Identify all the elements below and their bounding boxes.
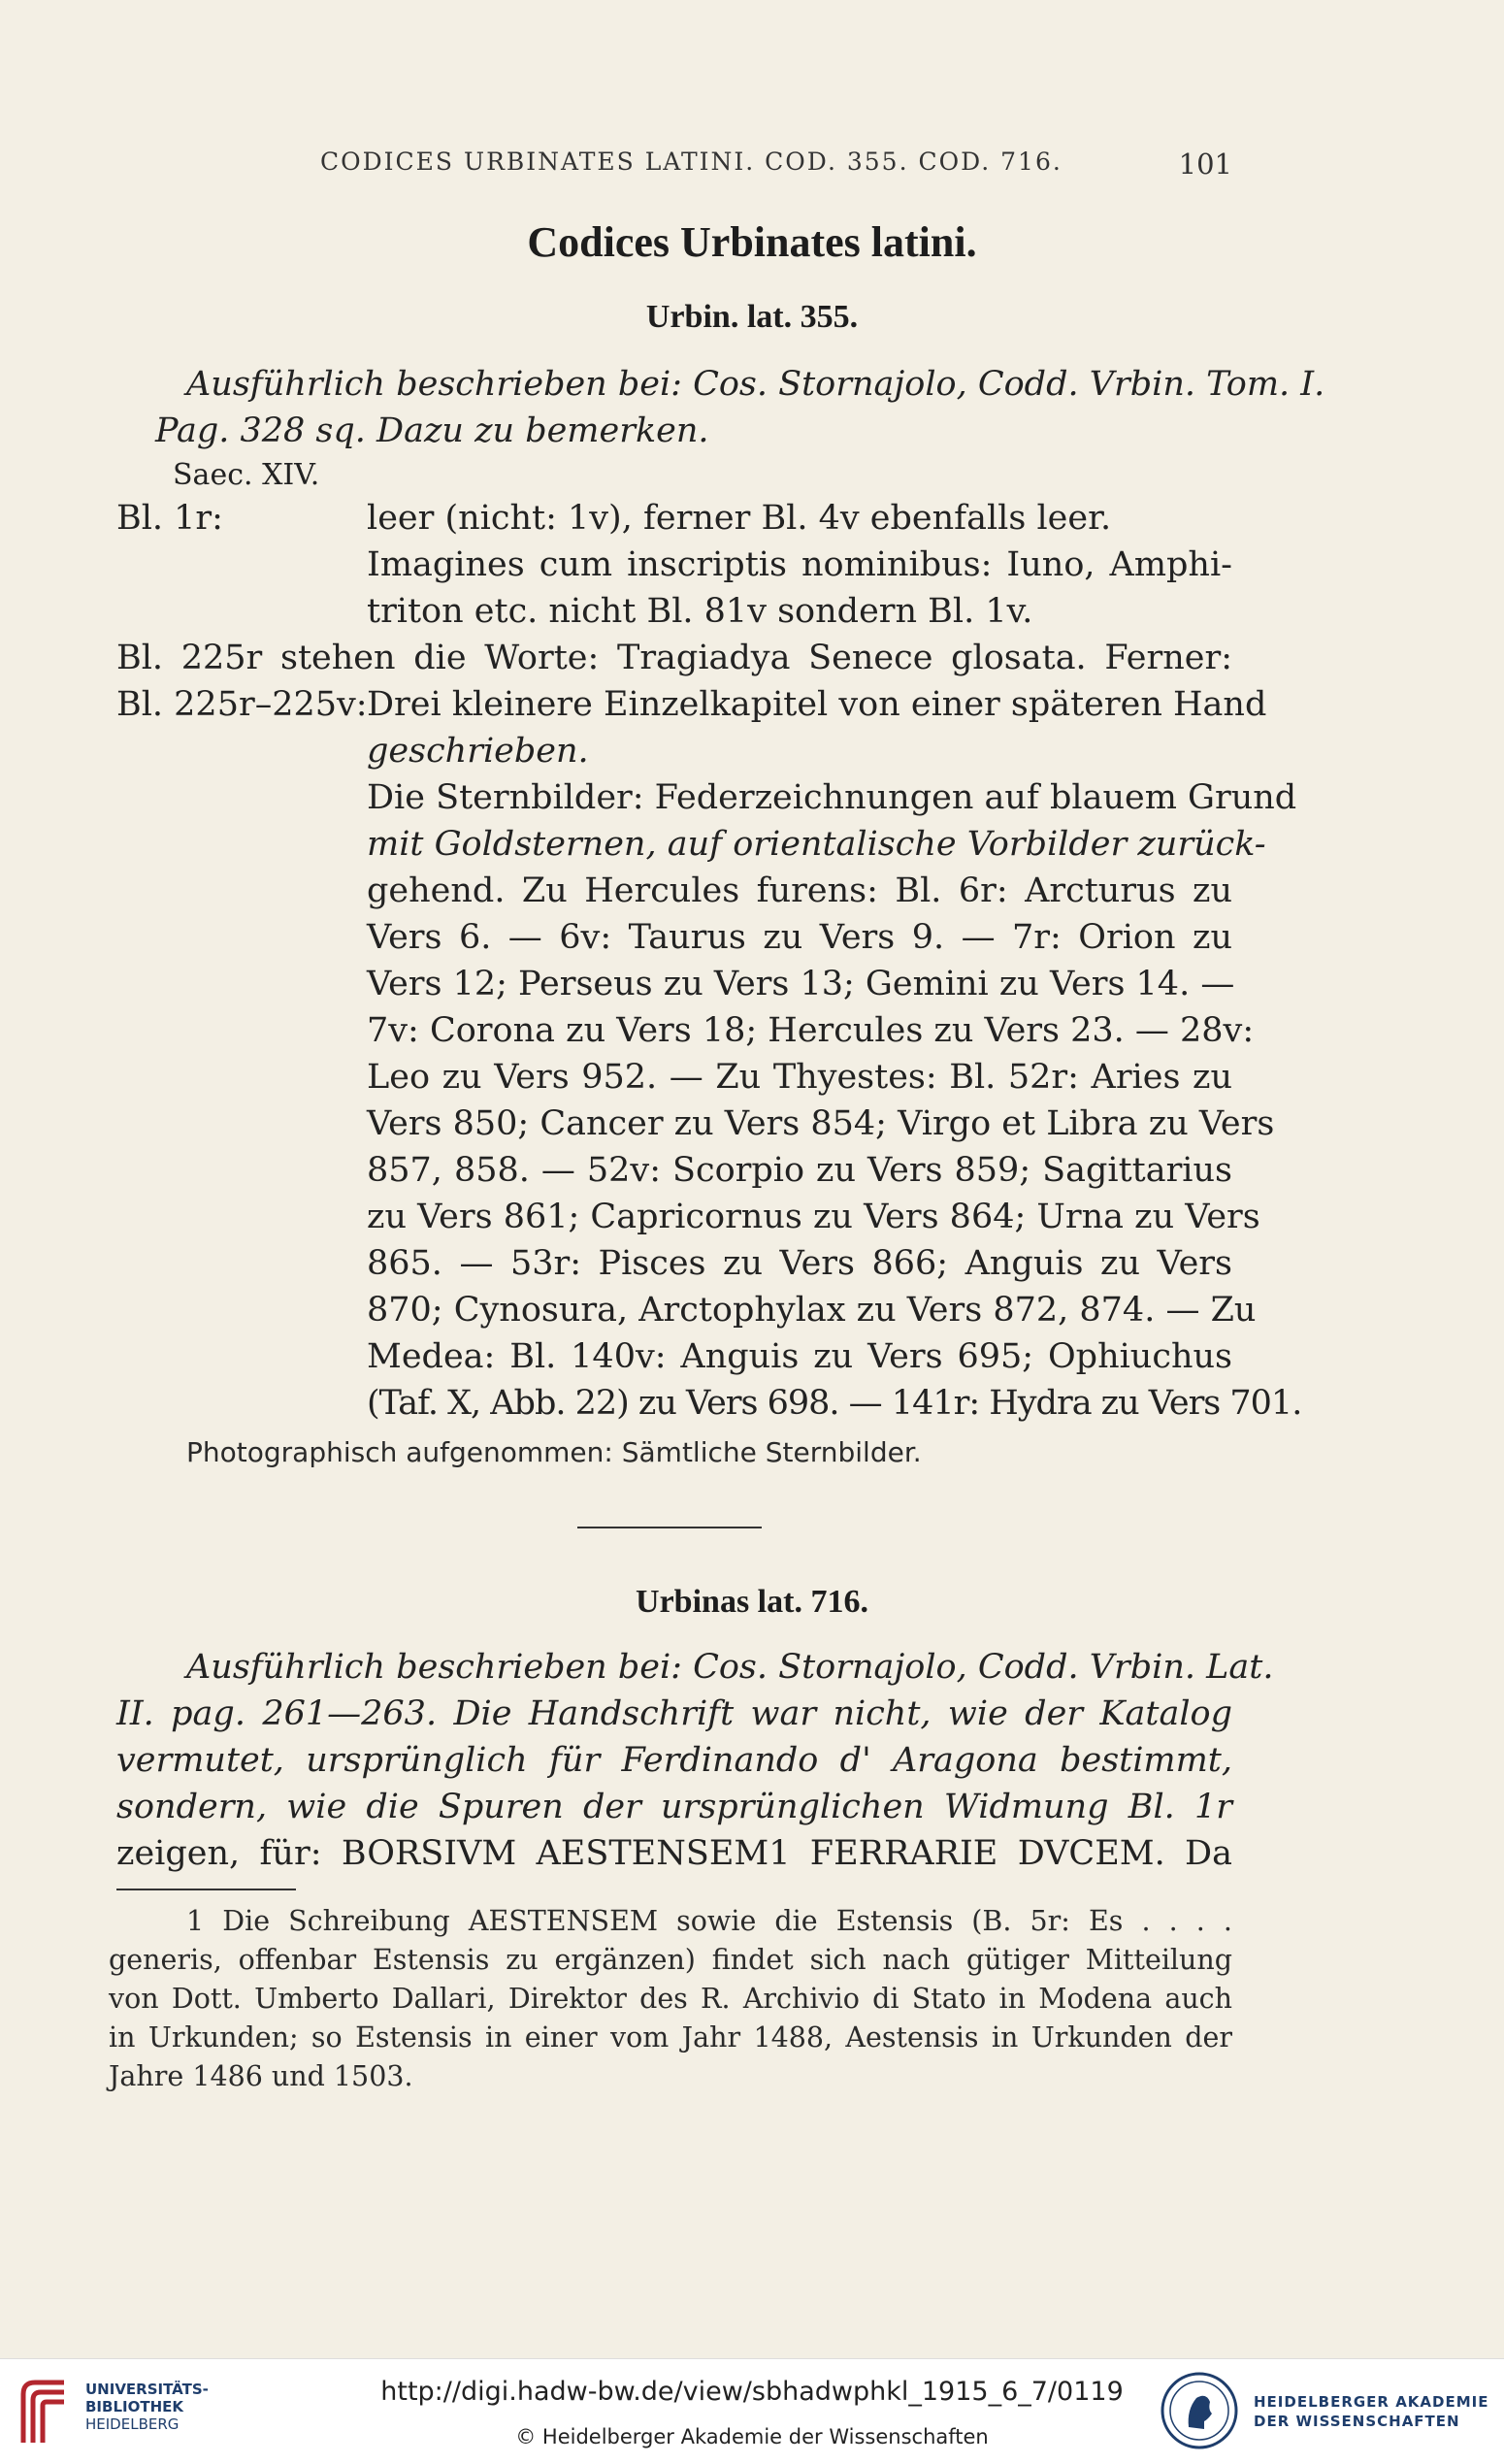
text-line: II. pag. 261—263. Die Handschrift war nicht, wie der Katalog [116,1694,1232,1733]
permalink-url[interactable]: http://digi.hadw-bw.de/view/sbhadwphkl_1915_6_7/0119 [380,2377,1124,2407]
text-line: gehend. Zu Hercules furens: Bl. 6r: Arcturus zu [367,871,1232,910]
text-line: 870; Cynosura, Arctophylax zu Vers 872, 874. — Zu [367,1291,1257,1330]
text-line: Vers 12; Perseus zu Vers 13; Gemini zu Vers 14. — [367,965,1235,1003]
footnote-line: generis, offenbar Estensis zu ergänzen) findet sich nach gütiger Mitteilung [109,1944,1232,1976]
text-line: Vers 850; Cancer zu Vers 854; Virgo et Libra zu Vers [367,1104,1275,1143]
text-line: Ausführlich beschrieben bei: Cos. Stornajolo, Codd. Vrbin. Tom. I. [186,365,1325,404]
text-line: mit Goldsternen, auf orientalische Vorbilder zurück- [367,825,1266,864]
text-line: geschrieben. [367,732,589,771]
footnote-rule [116,1889,296,1890]
text-line: Leo zu Vers 952. — Zu Thyestes: Bl. 52r: Aries zu [367,1058,1232,1097]
text-line: Ausführlich beschrieben bei: Cos. Stornajolo, Codd. Vrbin. Lat. [186,1648,1274,1687]
copyright-notice: © Heidelberger Akademie der Wissenschaften [515,2425,989,2448]
text-line: Imagines cum inscriptis nominibus: Iuno, Amphi- [367,545,1232,584]
running-title: CODICES URBINATES LATINI. COD. 355. COD. 716. [320,148,1063,176]
photo-note: Photographisch aufgenommen: Sämtliche Sternbilder. [186,1436,922,1468]
text-line: Die Sternbilder: Federzeichnungen auf blauem Grund [367,778,1297,817]
running-header [320,148,1232,181]
text-line: Vers 6. — 6v: Taurus zu Vers 9. — 7r: Orion zu [367,918,1232,957]
text-line: triton etc. nicht Bl. 81v sondern Bl. 1v. [367,592,1033,631]
academy-name: HEIDELBERGER AKADEMIE DER WISSENSCHAFTEN [1254,2393,1489,2430]
text-line: Saec. XIV. [173,458,320,492]
text-line: 7v: Corona zu Vers 18; Hercules zu Vers 23. — 28v: [367,1011,1255,1050]
text-line: Bl. 225r–225v: Drei kleinere Einzelkapitel von einer späteren Hand [116,685,1267,724]
text-line: (Taf. X, Abb. 22) zu Vers 698. — 141r: Hydra zu Vers 701. [367,1384,1302,1423]
text-line: sondern, wie die Spuren der ursprünglichen Widmung Bl. 1r [116,1788,1232,1826]
footnote-line: 1 Die Schreibung AESTENSEM sowie die Estensis (B. 5r: Es . . . . [186,1905,1232,1937]
section-divider [577,1527,762,1528]
bottom-bar [0,2358,1504,2464]
text-line: Pag. 328 sq. Dazu zu bemerken. [155,411,709,450]
section-title-716: Urbinas lat. 716. [636,1584,868,1620]
footnote-line: in Urkunden; so Estensis in einer vom Jahr 1488, Aestensis in Urkunden der [109,2021,1232,2053]
text-line: Medea: Bl. 140v: Anguis zu Vers 695; Ophiuchus [367,1337,1232,1376]
text-line: zu Vers 861; Capricornus zu Vers 864; Urna zu Vers [367,1198,1260,1236]
text-line: vermutet, ursprünglich für Ferdinando d' Aragona bestimmt, [116,1741,1232,1780]
footnote-line: Jahre 1486 und 1503. [109,2060,413,2092]
footnote-line: von Dott. Umberto Dallari, Direktor des R. Archivio di Stato in Modena auch [109,1983,1232,2015]
library-name: UNIVERSITÄTS- BIBLIOTHEK HEIDELBERG [85,2381,209,2433]
text-line: Bl. 1r: leer (nicht: 1v), ferner Bl. 4v ebenfalls leer. [116,499,1112,538]
text-line: zeigen, für: BORSIVM AESTENSEM1 FERRARIE DVCEM. Da [116,1834,1232,1873]
section-title-355: Urbin. lat. 355. [645,299,859,335]
academy-seal-icon [1160,2371,1239,2450]
text-line: 857, 858. — 52v: Scorpio zu Vers 859; Sagittarius [367,1151,1232,1190]
text-line: 865. — 53r: Pisces zu Vers 866; Anguis zu Vers [367,1244,1232,1283]
text-line: Bl. 225r stehen die Worte: Tragiadya Senece glosata. Ferner: [116,639,1232,677]
page-number: 101 [1178,148,1232,181]
page-title: Codices Urbinates latini. [527,218,977,266]
